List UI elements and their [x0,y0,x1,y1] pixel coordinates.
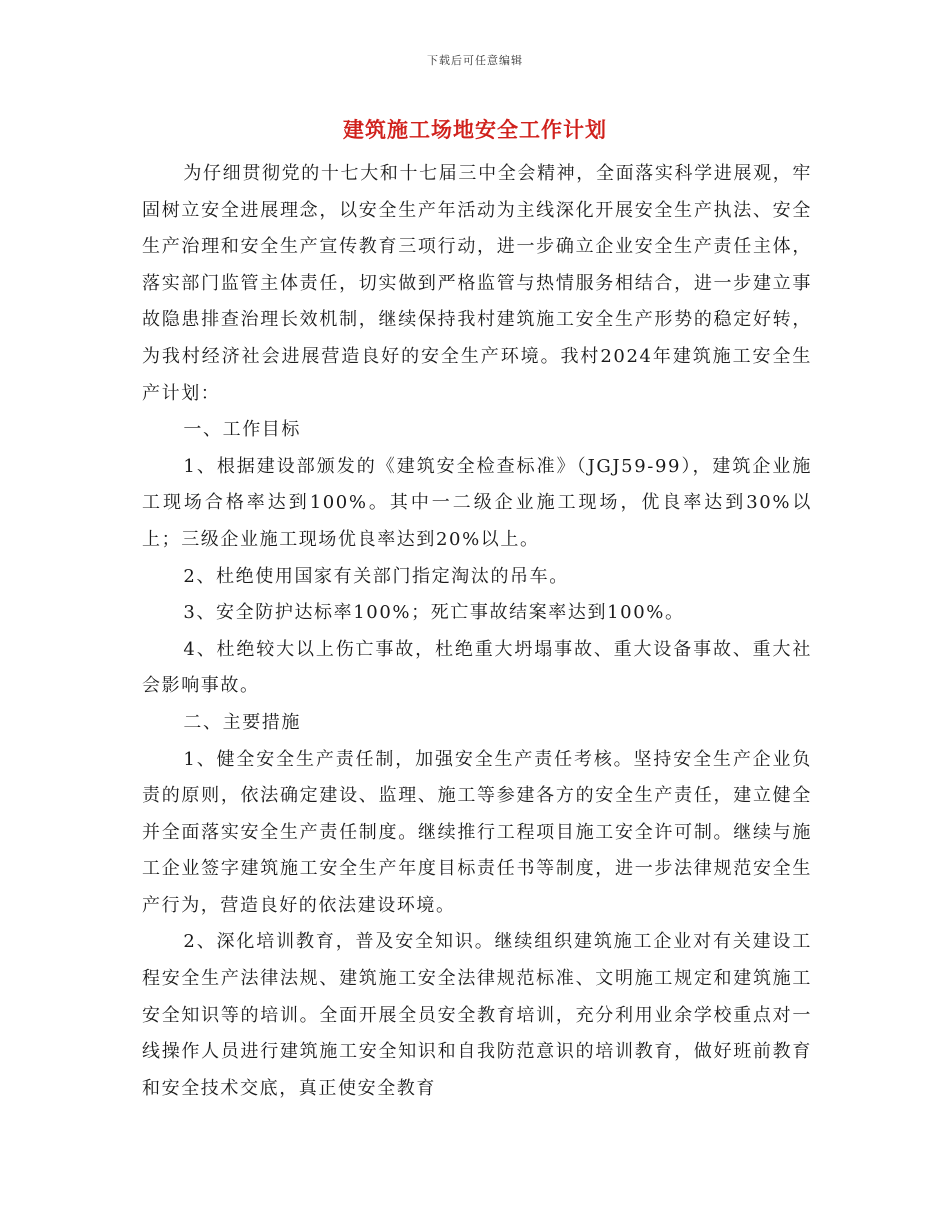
paragraph-goal-3: 3、安全防护达标率100%；死亡事故结案率达到100%。 [183,602,685,624]
document-title: 建筑施工场地安全工作计划 [343,117,607,142]
section-heading-goals: 一、工作目标 [183,419,301,441]
document-body [142,156,812,1107]
paragraph-goal-1: 1、根据建设部颁发的《建筑安全检查标准》（JGJ59-99），建筑企业施工现场合格率达到100%。其中一二级企业施工现场，优良率达到30%以上；三级企业施工现场优良率达到20%以上。 [142,455,812,550]
paragraph-measure-1: 1、健全安全生产责任制，加强安全生产责任考核。坚持安全生产企业负责的原则，依法确定建设、监理、施工等参建各方的安全生产责任，建立健全并全面落实安全生产责任制度。继续推行工程项目施工安全许可制。继续与施工企业签字建筑施工安全生产年度目标责任书等制度，进一步法律规范安全生产行为，营造良好的依法建设环境。 [142,748,812,916]
paragraph-goal-2: 2、杜绝使用国家有关部门指定淘汰的吊车。 [183,565,569,587]
paragraph-goal-4: 4、杜绝较大以上伤亡事故，杜绝重大坍塌事故、重大设备事故、重大社会影响事故。 [142,638,812,697]
paragraph-measure-2: 2、深化培训教育，普及安全知识。继续组织建筑施工企业对有关建设工程安全生产法律法规、建筑施工安全法律规范标准、文明施工规定和建筑施工安全知识等的培训。全面开展全员安全教育培训，充分利用业余学校重点对一线操作人员进行建筑施工安全知识和自我防范意识的培训教育，做好班前教育和安全技术交底，真正使安全教育 [142,931,812,1099]
section-heading-measures: 二、主要措施 [183,711,301,733]
paragraph-intro: 为仔细贯彻党的十七大和十七届三中全会精神，全面落实科学进展观，牢固树立安全进展理念，以安全生产年活动为主线深化开展安全生产执法、安全生产治理和安全生产宣传教育三项行动，进一步确立企业安全生产责任主体，落实部门监管主体责任，切实做到严格监管与热情服务相结合，进一步建立事故隐患排查治理长效机制，继续保持我村建筑施工安全生产形势的稳定好转，为我村经济社会进展营造良好的安全生产环境。我村2024年建筑施工安全生产计划： [142,163,812,404]
header-note: 下载后可任意编辑 [427,54,523,67]
